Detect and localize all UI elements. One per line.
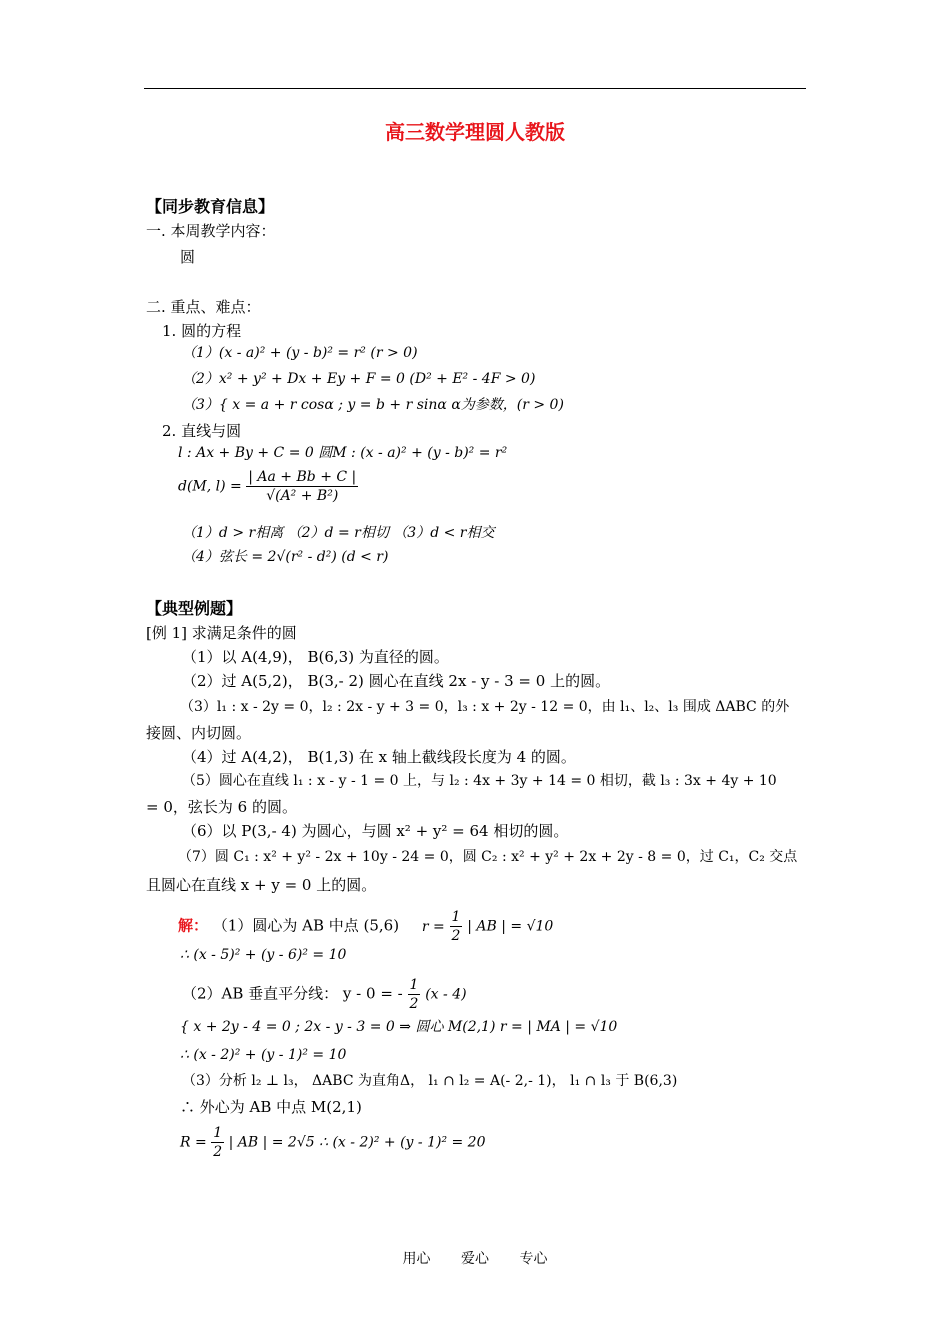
solution-2-system: { x + 2y - 4 = 0 ; 2x - y - 3 = 0 ⇒ 圆心 M(2,1) r = | MA | = √10 (180, 1019, 618, 1035)
page-footer (0, 1248, 950, 1268)
equation-parametric: （3）{ x = a + r cosα ; y = b + r sinα α为参数，(r > 0) (182, 397, 564, 413)
solution-label: 解： (178, 916, 209, 935)
example-1-title: [例 1] 求满足条件的圆 (146, 624, 297, 642)
chord-length: （4）弦长 = 2√(r² - d²) (d < r) (182, 549, 389, 565)
header-rule (144, 88, 806, 89)
solution-2-bisector: （2）AB 垂直平分线： y - 0 = - $\frac{1}{2}$ (x - 4) (182, 977, 467, 1012)
solution-2-result: ∴ (x - 2)² + (y - 1)² = 10 (180, 1047, 347, 1063)
distance-fraction: $\frac{| Aa + Bb + C |}{\text{√(A² + B²)}}$ (248, 469, 357, 504)
distance-formula: d(M, l) = $\frac{| Aa + Bb + C |}{\text{√(A² + B²)}}$ (178, 469, 357, 504)
solution-1: 解： （1）圆心为 AB 中点 (5,6) r = $\frac{1}{2}$ | AB | = √10 (178, 909, 554, 944)
point-circle-equation: 1. 圆的方程 (162, 322, 242, 340)
document-title: 高三数学理圆人教版 (385, 120, 565, 144)
example-1-case-7-cont: 且圆心在直线 x + y = 0 上的圆。 (146, 876, 377, 894)
example-1-case-4: （4）过 A(4,2)， B(1,3) 在 x 轴上截线段长度为 4 的圆。 (182, 748, 576, 766)
footer-word: 用心 (402, 1251, 431, 1267)
equation-general: （2）x² + y² + Dx + Ey + F = 0 (D² + E² - 4F > 0) (182, 371, 536, 387)
position-cases: （1）d > r相离 （2）d = r相切 （3）d < r相交 (182, 525, 495, 541)
footer-word: 爱心 (461, 1251, 489, 1267)
content-circle: 圆 (180, 248, 196, 266)
example-1-case-1: （1）以 A(4,9)， B(6,3) 为直径的圆。 (182, 648, 449, 666)
equation-standard: （1）(x - a)² + (y - b)² = r² (r > 0) (182, 345, 418, 361)
half-fraction: $\frac{1}{2}$ (409, 977, 419, 1012)
solution-3-analysis: （3）分析 l₂ ⊥ l₃， ΔABC 为直角Δ， l₁ ∩ l₂ = A(- 2,- 1)， l₁ ∩ l₃ 于 B(6,3) (182, 1073, 678, 1089)
half-fraction: $\frac{1}{2}$ (213, 1125, 223, 1160)
item-key-points: 二. 重点、难点： (146, 298, 261, 316)
point-line-circle: 2. 直线与圆 (162, 422, 242, 440)
example-1-case-5: （5）圆心在直线 l₁ : x - y - 1 = 0 上，与 l₂ : 4x + 3y + 14 = 0 相切，截 l₃ : 3x + 4y + 10 (182, 773, 777, 789)
solution-3-circumcenter: ∴ 外心为 AB 中点 M(2,1) (180, 1098, 362, 1116)
half-fraction: $\frac{1}{2}$ (451, 909, 461, 944)
example-1-case-3-cont: 接圆、内切圆。 (146, 724, 252, 742)
example-1-case-6: （6）以 P(3,- 4) 为圆心，与圆 x² + y² = 64 相切的圆。 (182, 822, 569, 840)
example-1-case-3: （3）l₁ : x - 2y = 0，l₂ : 2x - y + 3 = 0，l₃ : x + 2y - 12 = 0，由 l₁、l₂、l₃ 围成 ΔABC 的外 (180, 699, 790, 715)
section-heading-examples: 【典型例题】 (146, 599, 243, 618)
example-1-case-2: （2）过 A(5,2)， B(3,- 2) 圆心在直线 2x - y - 3 = 0 上的圆。 (182, 672, 611, 690)
item-weekly-content: 一. 本周教学内容： (146, 222, 276, 240)
solution-1-result: ∴ (x - 5)² + (y - 6)² = 10 (180, 947, 347, 963)
section-heading-sync-info: 【同步教育信息】 (146, 197, 275, 216)
example-1-case-7: （7）圆 C₁ : x² + y² - 2x + 10y - 24 = 0，圆 C₂ : x² + y² + 2x + 2y - 8 = 0，过 C₁，C₂ 交点 (178, 849, 798, 865)
line-and-circle-def: l : Ax + By + C = 0 圆M : (x - a)² + (y - b)² = r² (178, 445, 508, 461)
solution-3-result: R = $\frac{1}{2}$ | AB | = 2√5 ∴ (x - 2)² + (y - 1)² = 20 (180, 1125, 486, 1160)
example-1-case-5-cont: = 0，弦长为 6 的圆。 (146, 798, 297, 816)
footer-word: 专心 (519, 1251, 548, 1267)
